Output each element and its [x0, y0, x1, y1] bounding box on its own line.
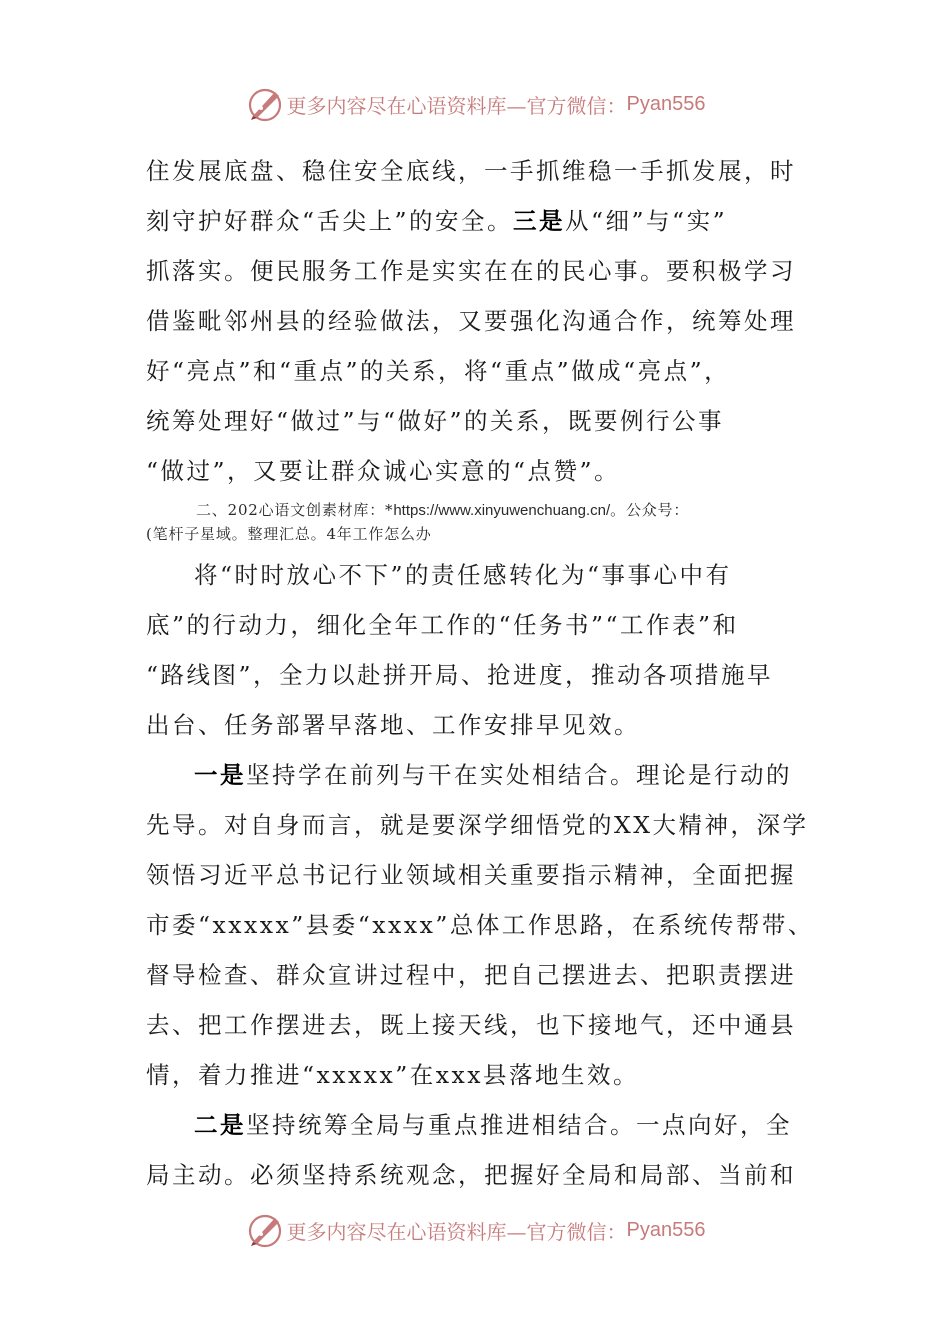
banner-wechat-id: Pyan556: [626, 1218, 706, 1241]
banner-text: 更多内容尽在心语资料库—官方微信：: [286, 1219, 627, 1244]
text-line: 抓落实。便民服务工作是实实在在的民心事。要积极学习: [146, 257, 796, 285]
text-line: 领悟习近平总书记行业领域相关重要指示精神，全面把握: [146, 861, 796, 889]
text-line: 一是坚持学在前列与干在实处相结合。理论是行动的: [194, 761, 792, 789]
text-line: 刻守护好群众“舌尖上”的安全。三是从“细”与“实”: [146, 207, 728, 235]
text-line: 督导检查、群众宣讲过程中，把自己摆进去、把职责摆进: [146, 961, 796, 989]
watermark-url: https://www.xinyuwenchuang.cn/: [393, 502, 611, 519]
text-line: “做过”，又要让群众诚心实意的“点赞”。: [146, 457, 621, 485]
bold-lead: 二是: [194, 1111, 246, 1139]
text-line: 市委“xxxxx”县委“xxxx”总体工作思路，在系统传帮带、: [146, 911, 814, 939]
text-line: 二是坚持统筹全局与重点推进相结合。一点向好，全: [194, 1111, 792, 1139]
bold-lead: 一是: [194, 761, 246, 789]
bold-lead: 三是: [513, 207, 566, 235]
watermark-line: 二、202心语文创素材库：*https://www.xinyuwenchuang.cn/。公众号：: [196, 501, 690, 519]
text-line: 去、把工作摆进去，既上接天线，也下接地气，还中通县: [146, 1011, 796, 1039]
text-line: 住发展底盘、稳住安全底线，一手抓维稳一手抓发展，时: [146, 157, 796, 185]
header-banner: [0, 82, 950, 126]
text-line: 先导。对自身而言，就是要深学细悟党的XX大精神，深学: [146, 811, 809, 839]
footer-banner: [0, 1208, 950, 1252]
text-line: 局主动。必须坚持系统观念，把握好全局和局部、当前和: [146, 1161, 796, 1189]
text-line: 情，着力推进“xxxxx”在xxx县落地生效。: [146, 1061, 640, 1089]
document-body: [146, 146, 846, 1200]
text-line: 好“亮点”和“重点”的关系，将“重点”做成“亮点”，: [146, 357, 731, 385]
text-line: 出台、任务部署早落地、工作安排早见效。: [146, 711, 640, 739]
pen-logo-icon: [245, 1210, 285, 1250]
text-line: 底”的行动力，细化全年工作的“任务书”“工作表”和: [146, 611, 739, 639]
watermark-line: (笔杆子星域。整理汇总。4年工作怎么办: [146, 525, 432, 543]
text-line: 统筹处理好“做过”与“做好”的关系，既要例行公事: [146, 407, 725, 435]
text-line: 将“时时放心不下”的责任感转化为“事事心中有: [194, 561, 732, 589]
banner-wechat-id: Pyan556: [626, 92, 706, 115]
text-line: 借鉴毗邻州县的经验做法，又要强化沟通合作，统筹处理: [146, 307, 796, 335]
pen-logo-icon: [245, 84, 285, 124]
banner-text: 更多内容尽在心语资料库—官方微信：: [286, 93, 627, 118]
text-line: “路线图”，全力以赴拼开局、抢进度，推动各项措施早: [146, 661, 774, 689]
